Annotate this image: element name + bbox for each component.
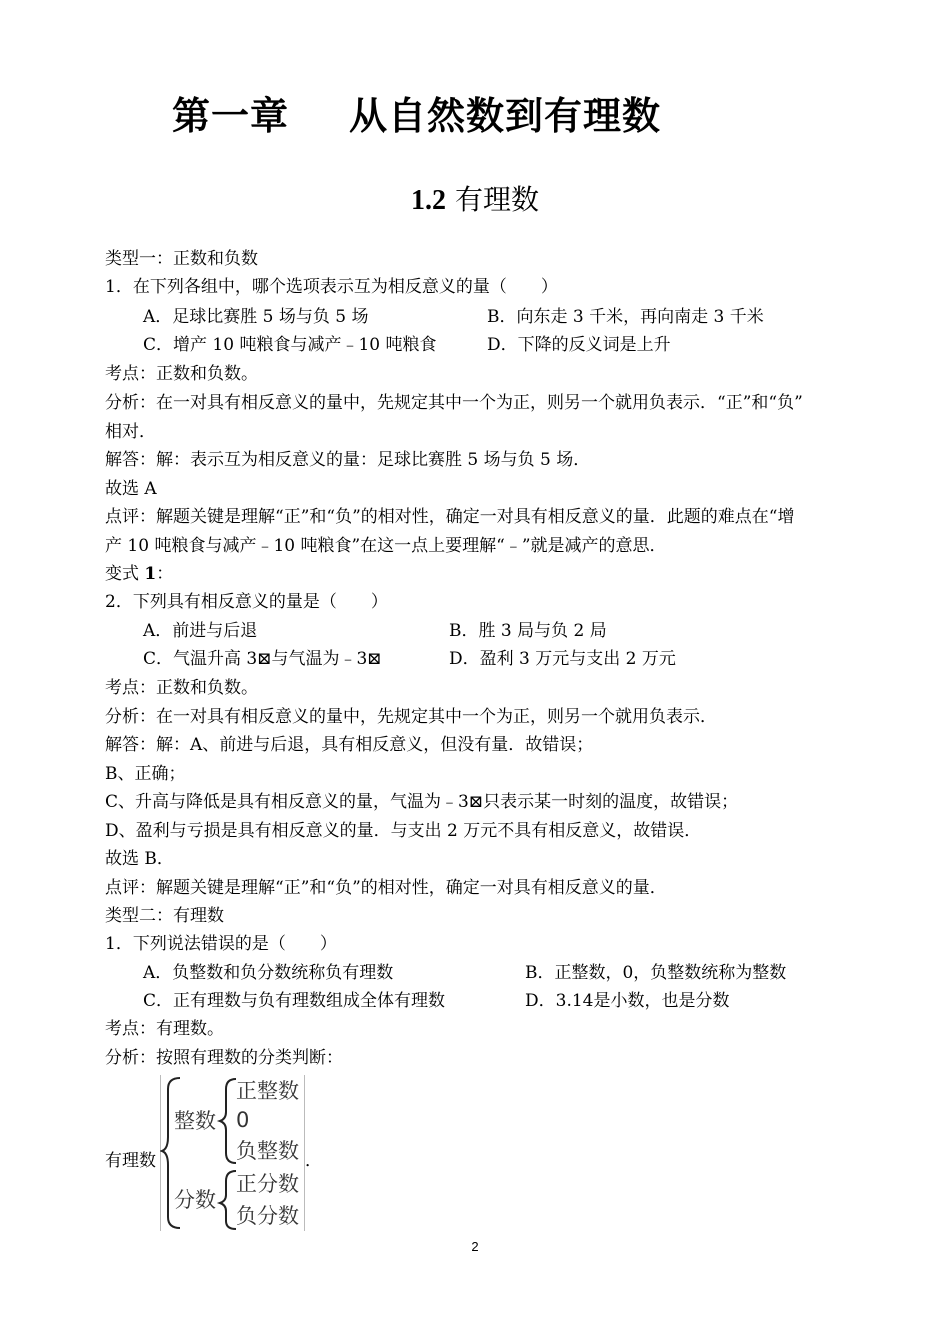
section-title <box>0 180 950 221</box>
q2-topic: 考点：正数和负数。 <box>105 678 258 698</box>
section-name: 有理数 <box>454 183 539 216</box>
q2-answer-line-4: D、盈利与亏损是具有相反意义的量．与支出 2 万元不具有相反意义，故错误． <box>105 821 702 841</box>
analysis-end-period: ． <box>305 1151 322 1171</box>
q3-option-d: D．3.14是小数，也是分数 <box>525 991 730 1011</box>
q2-option-b: B．胜 3 局与负 2 局 <box>449 621 607 641</box>
q1-comment-line-1: 点评：解题关键是理解“正”和“负”的相对性，确定一对具有相反意义的量．此题的难点在“增 <box>105 507 795 527</box>
classification-root: 有理数 <box>105 1151 156 1171</box>
q2-comment: 点评：解题关键是理解“正”和“负”的相对性，确定一对具有相反意义的量． <box>105 878 667 898</box>
q3-option-c: C．正有理数与负有理数组成全体有理数 <box>143 991 446 1011</box>
chapter-name: 从自然数到有理数 <box>349 94 662 138</box>
negative-fraction-label: 负分数 <box>236 1204 299 1228</box>
q3-option-b: B．正整数，0，负整数统称为整数 <box>525 963 787 983</box>
q2-analysis: 分析：在一对具有相反意义的量中，先规定其中一个为正，则另一个就用负表示． <box>105 707 717 727</box>
q3-analysis: 分析：按照有理数的分类判断： <box>105 1048 343 1068</box>
question-3: 1．下列说法错误的是（ ） <box>105 934 337 954</box>
fraction-label: 分数 <box>174 1188 216 1212</box>
section-number: 1.2 <box>411 185 447 216</box>
q1-option-c: C．增产 10 吨粮食与减产﹣10 吨粮食 <box>143 335 437 355</box>
zero-label: 0 <box>236 1108 250 1132</box>
variant-label: 变式 <box>105 564 145 584</box>
positive-fraction-label: 正分数 <box>236 1172 299 1196</box>
q1-option-d: D．下降的反义词是上升 <box>487 335 671 355</box>
q2-option-a: A．前进与后退 <box>143 621 258 641</box>
q1-answer: 解答：解：表示互为相反意义的量：足球比赛胜 5 场与负 5 场． <box>105 450 591 470</box>
type-one-heading: 类型一：正数和负数 <box>105 249 258 269</box>
q2-choice: 故选 B． <box>105 849 174 869</box>
q3-option-a: A．负整数和负分数统称负有理数 <box>143 963 394 983</box>
chapter-label: 第一章 <box>172 94 290 138</box>
integer-label: 整数 <box>174 1109 216 1133</box>
fraction-brace <box>220 1171 236 1229</box>
q1-topic: 考点：正数和负数。 <box>105 364 258 384</box>
variant-1-heading <box>105 563 173 585</box>
question-1: 1．在下列各组中，哪个选项表示互为相反意义的量（ ） <box>105 277 558 297</box>
chapter-title <box>172 88 661 144</box>
q1-analysis-line-1: 分析：在一对具有相反意义的量中，先规定其中一个为正，则另一个就用负表示．“正”和“负” <box>105 393 803 413</box>
rational-classification-diagram <box>160 1075 305 1231</box>
q2-option-d: D．盈利 3 万元与支出 2 万元 <box>449 649 676 669</box>
variant-colon: ： <box>156 564 174 584</box>
page-number: 2 <box>471 1239 479 1254</box>
type-two-heading: 类型二：有理数 <box>105 906 224 926</box>
q1-choice: 故选 A <box>105 479 157 499</box>
q1-option-b: B．向东走 3 千米，再向南走 3 千米 <box>487 307 764 327</box>
q2-answer-line-3: C、升高与降低是具有相反意义的量，气温为﹣3⊠只表示某一时刻的温度，故错误； <box>105 792 739 812</box>
q2-answer-line-2: B、正确； <box>105 764 186 784</box>
question-2: 2．下列具有相反意义的量是（ ） <box>105 592 388 612</box>
q2-answer-line-1: 解答：解：A、前进与后退，具有相反意义，但没有量．故错误； <box>105 735 594 755</box>
variant-number: 1 <box>144 564 157 584</box>
q2-option-c: C．气温升高 3⊠与气温为﹣3⊠ <box>143 649 382 669</box>
q1-comment-line-2: 产 10 吨粮食与减产﹣10 吨粮食”在这一点上要理解“﹣”就是减产的意思． <box>105 536 667 556</box>
q1-option-a: A．足球比赛胜 5 场与负 5 场 <box>143 307 369 327</box>
positive-integer-label: 正整数 <box>236 1079 299 1103</box>
negative-integer-label: 负整数 <box>236 1139 299 1163</box>
integer-brace <box>220 1079 236 1163</box>
q1-analysis-line-2: 相对． <box>105 422 156 442</box>
q3-topic: 考点：有理数。 <box>105 1019 224 1039</box>
